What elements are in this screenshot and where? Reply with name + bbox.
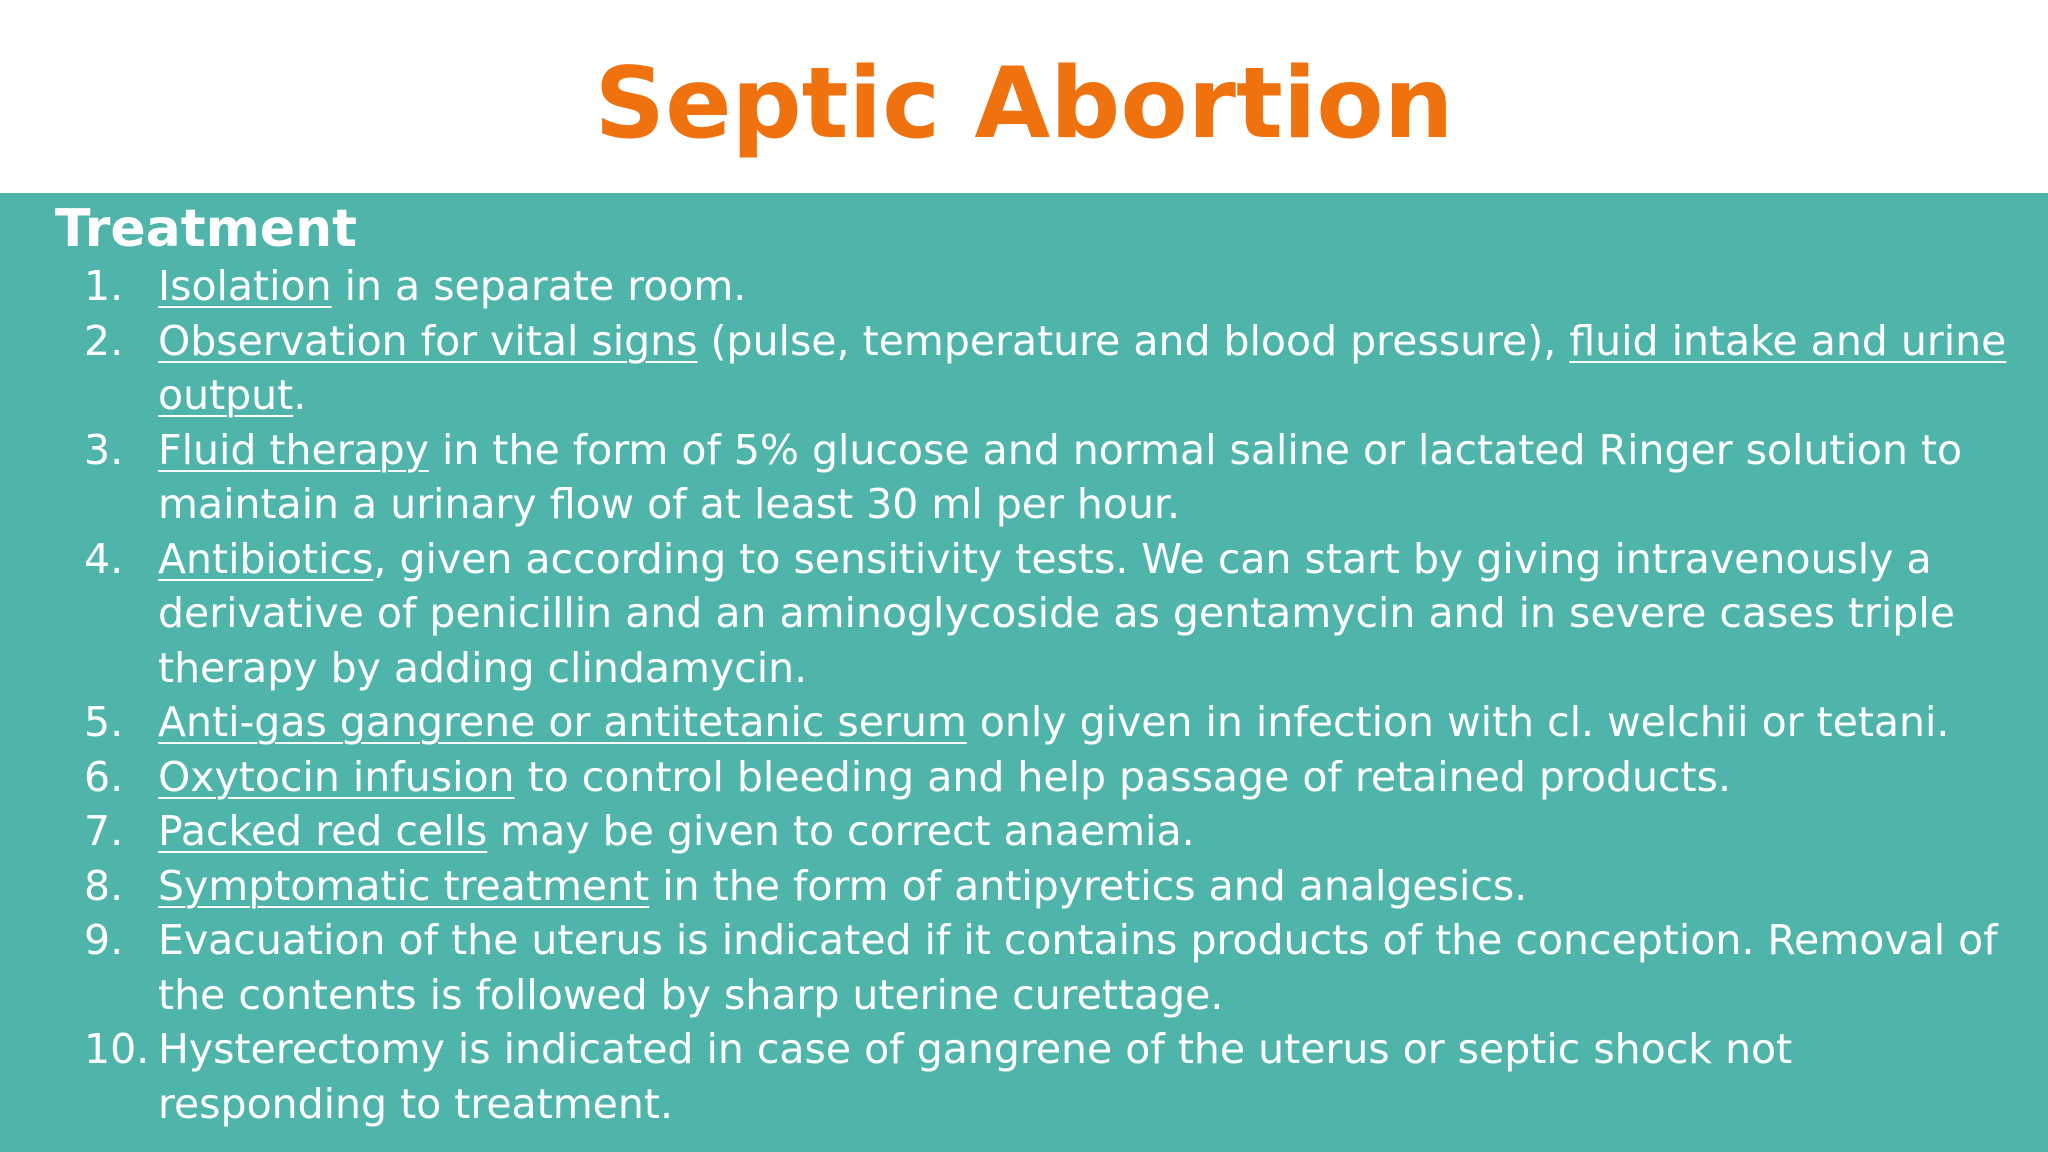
step-number: 1. (84, 262, 124, 310)
step-number: 3. (84, 425, 124, 474)
treatment-step-7 (0, 804, 2048, 859)
step-number: 6. (84, 752, 124, 801)
step-keyword: Packed red cells (158, 807, 488, 855)
step-text: in the form of antipyretics and analgesics. (649, 861, 1528, 910)
step-number: 4. (84, 534, 124, 583)
treatment-step-9 (0, 913, 2048, 1022)
treatment-step-2 (0, 314, 2048, 423)
treatment-step-6 (0, 750, 2048, 805)
step-text: only given in infection with cl. welchii or tetani. (966, 698, 1950, 746)
treatment-list (0, 259, 2048, 1131)
step-number: 10. (84, 1025, 150, 1073)
step-number: 7. (84, 807, 124, 855)
step-number: 2. (84, 316, 124, 365)
step-keyword: Antibiotics (158, 534, 374, 583)
step-text: to control bleeding and help passage of retained products. (514, 752, 1732, 801)
step-keyword: Observation for vital signs (158, 316, 698, 365)
step-keyword: Anti-gas gangrene or antitetanic serum (158, 698, 967, 746)
step-keyword: Fluid therapy (158, 425, 429, 474)
treatment-step-4 (0, 532, 2048, 696)
step-text: , given according to sensitivity tests. We can start by giving intravenously a derivative of penicillin and an aminoglycoside as gentamycin and in severe cases triple therapy by adding clindamycin. (158, 534, 1955, 692)
title-area (0, 0, 2048, 193)
step-keyword: Oxytocin infusion (158, 752, 515, 801)
step-text: in a separate room. (331, 262, 747, 310)
step-keyword: Symptomatic treatment (158, 861, 650, 910)
content-panel (0, 193, 2048, 1152)
step-number: 5. (84, 698, 124, 746)
step-text-secondary: . (293, 371, 307, 419)
section-heading: Treatment (55, 199, 357, 259)
treatment-step-10 (0, 1022, 2048, 1131)
step-keyword-secondary: fluid intake and urine output (158, 316, 2007, 419)
step-text: Hysterectomy is indicated in case of gangrene of the uterus or septic shock not responding to treatment. (158, 1025, 1793, 1128)
step-number: 9. (84, 916, 124, 964)
step-text: in the form of 5% glucose and normal saline or lactated Ringer solution to maintain a urinary flow of at least 30 ml per hour. (158, 425, 1963, 528)
treatment-step-1 (0, 259, 2048, 314)
step-text: may be given to correct anaemia. (487, 807, 1195, 855)
treatment-step-3 (0, 423, 2048, 532)
step-keyword: Isolation (158, 262, 332, 310)
treatment-step-8 (0, 859, 2048, 914)
treatment-step-5 (0, 695, 2048, 750)
step-number: 8. (84, 861, 124, 910)
slide-title: Septic Abortion (594, 47, 1454, 161)
step-text: Evacuation of the uterus is indicated if it contains products of the conception. Removal of the contents is followed by sharp uterine curettage. (158, 916, 1998, 1019)
step-text: (pulse, temperature and blood pressure), (697, 316, 1570, 365)
